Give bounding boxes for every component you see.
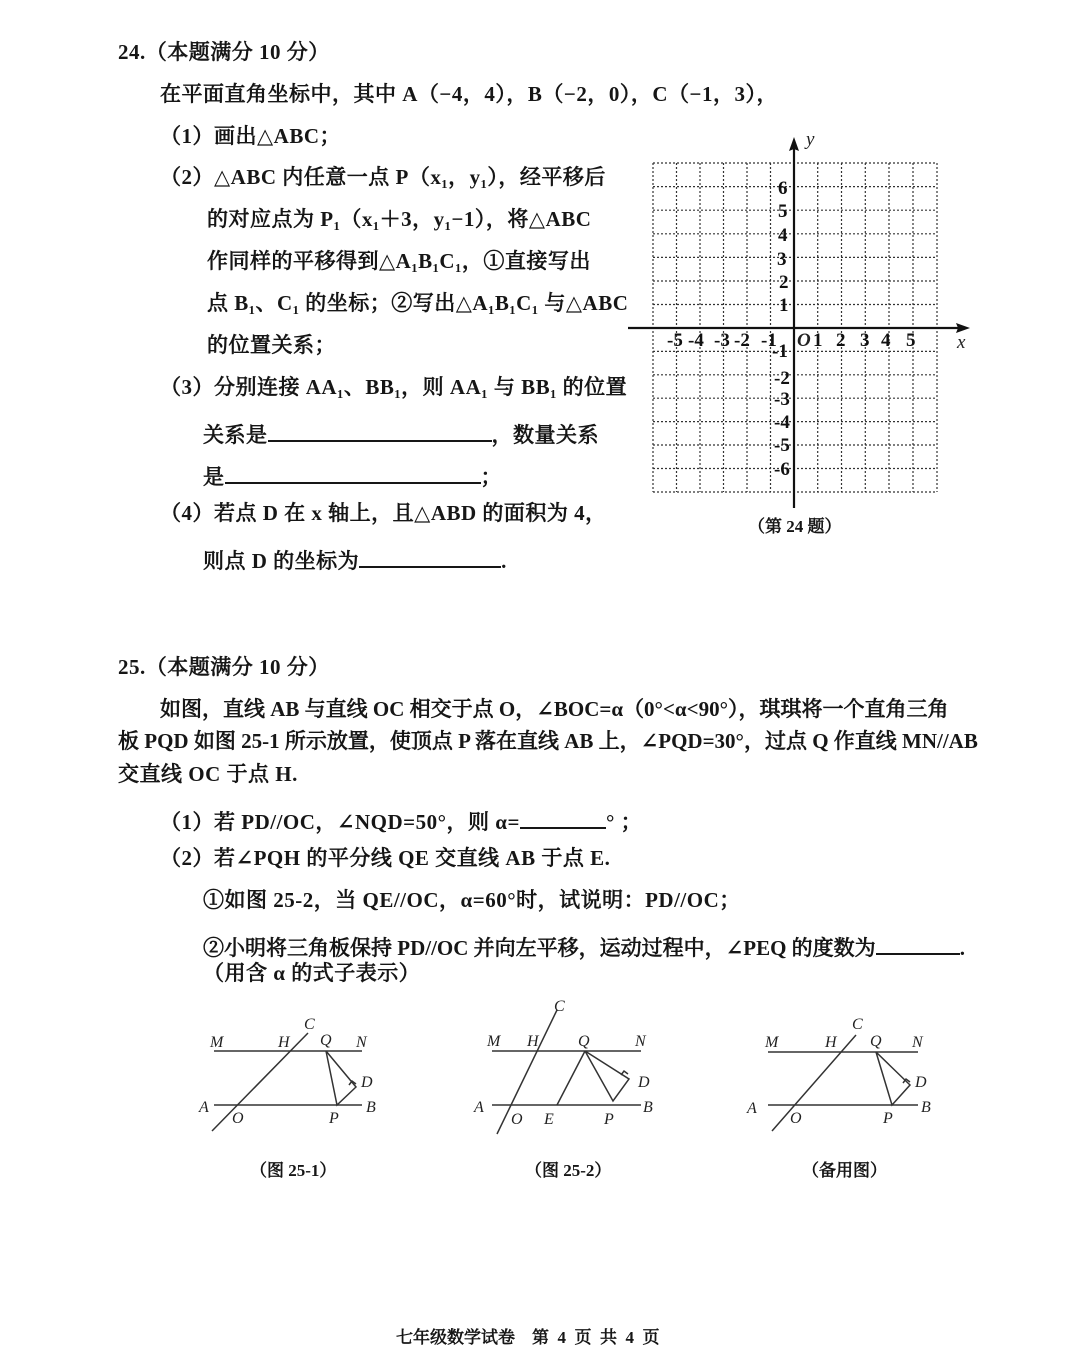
figure-25-2-caption: （图 25-2）: [525, 1161, 612, 1180]
figure-25-1: [190, 1005, 400, 1145]
svg-text:E: E: [544, 1111, 554, 1128]
q24-part3-prefix: 关系是: [203, 423, 268, 447]
svg-text:2: 2: [779, 272, 789, 293]
svg-text:M: M: [487, 1033, 501, 1050]
svg-text:N: N: [356, 1034, 367, 1051]
page-footer: 七年级数学试卷 第 4 页 共 4 页: [396, 1328, 660, 1347]
y-tick-labels-negative: [772, 341, 790, 480]
svg-text:-1: -1: [761, 330, 777, 351]
q24-part3-suffix: ，数量关系: [491, 423, 599, 447]
svg-text:-3: -3: [774, 389, 790, 410]
figure-25-1-caption: （图 25-1）: [250, 1161, 337, 1180]
figure-backup-caption: （备用图）: [802, 1161, 887, 1180]
q25-part1: [160, 806, 642, 833]
y-axis-arrow-icon: [789, 137, 799, 151]
svg-text:-2: -2: [734, 330, 750, 351]
figure-25-2: [465, 990, 675, 1145]
svg-text:2: 2: [836, 330, 846, 351]
q25-part2-sub2-suffix: .: [959, 936, 965, 960]
origin-label: O: [797, 330, 811, 351]
x-tick-labels: [667, 330, 916, 351]
q24-part2-line4: 点 B₁、C₁ 的坐标；②写出△A₁B₁C₁ 与△ABC: [207, 291, 629, 315]
svg-text:N: N: [912, 1034, 923, 1051]
svg-text:N: N: [635, 1033, 646, 1050]
answer-blank-point-d[interactable]: [359, 545, 501, 568]
svg-text:5: 5: [906, 330, 916, 351]
svg-text:Q: Q: [320, 1032, 332, 1049]
y-axis-label: y: [806, 129, 815, 150]
q25-header: 25.（本题满分 10 分）: [118, 655, 330, 679]
q25-part2-sub2-prefix: ②小明将三角板保持 PD//OC 并向左平移，运动过程中，∠PEQ 的度数为: [203, 936, 876, 960]
svg-text:P: P: [883, 1110, 893, 1127]
svg-text:D: D: [638, 1074, 650, 1091]
q25-part2-sub1: ①如图 25-2，当 QE//OC，α=60°时，试说明：PD//OC；: [203, 888, 741, 912]
svg-text:1: 1: [779, 295, 789, 316]
q24-part4-suffix: .: [501, 549, 507, 573]
svg-text:Q: Q: [578, 1033, 590, 1050]
svg-text:-5: -5: [667, 330, 683, 351]
x-axis-label: x: [957, 332, 966, 353]
q25-intro-line2: 板 PQD 如图 25-1 所示放置，使顶点 P 落在直线 AB 上，∠PQD=30°，过点 Q 作直线 MN//AB: [118, 729, 978, 753]
svg-text:1: 1: [813, 330, 823, 351]
svg-text:M: M: [210, 1034, 224, 1051]
q24-part2-line5: 的位置关系；: [207, 333, 336, 357]
svg-text:C: C: [304, 1016, 315, 1033]
coordinate-grid: [620, 125, 980, 510]
q24-part2-line3: 作同样的平移得到△A₁B₁C₁，①直接写出: [207, 249, 591, 273]
q24-part4-prefix: 则点 D 的坐标为: [203, 549, 360, 573]
answer-blank-angle-peq[interactable]: [876, 932, 960, 955]
svg-text:P: P: [329, 1110, 339, 1127]
q24-part2-line2: 的对应点为 P₁（x₁＋3，y₁−1），将△ABC: [207, 207, 592, 231]
svg-text:4: 4: [778, 225, 788, 246]
q24-part1: （1）画出△ABC；: [160, 124, 341, 148]
q24-part4-line2: [203, 545, 507, 572]
svg-text:H: H: [527, 1033, 539, 1050]
answer-blank-alpha[interactable]: [520, 806, 606, 829]
svg-text:H: H: [278, 1034, 290, 1051]
figure-backup: [740, 1005, 950, 1145]
svg-text:6: 6: [778, 178, 788, 199]
q25-intro-line3: 交直线 OC 于点 H.: [118, 762, 298, 786]
svg-text:4: 4: [881, 330, 891, 351]
q25-part2-sub2: [203, 932, 965, 959]
q24-part3-prefix2: 是: [203, 465, 225, 489]
q24-part3-suffix2: ；: [480, 465, 502, 489]
q24-part3-line3: [203, 461, 502, 488]
q24-part3-line1: （3）分别连接 AA₁、BB₁，则 AA₁ 与 BB₁ 的位置: [160, 375, 628, 399]
q25-intro-line1: 如图，直线 AB 与直线 OC 相交于点 O，∠BOC=α（0°<α<90°），琪琪将一个直角三角: [160, 697, 949, 721]
q24-figure-caption: （第 24 题）: [748, 517, 842, 536]
svg-text:-5: -5: [774, 435, 790, 456]
svg-text:O: O: [790, 1110, 802, 1127]
svg-text:D: D: [361, 1074, 373, 1091]
svg-text:O: O: [232, 1110, 244, 1127]
q24-header: 24.（本题满分 10 分）: [118, 40, 330, 64]
answer-blank-position-relation[interactable]: [268, 419, 492, 442]
svg-text:O: O: [511, 1111, 523, 1128]
svg-text:B: B: [643, 1099, 653, 1116]
svg-text:5: 5: [778, 201, 788, 222]
svg-text:B: B: [921, 1099, 931, 1116]
svg-text:Q: Q: [870, 1033, 882, 1050]
svg-text:-3: -3: [714, 330, 730, 351]
q24-part2-line1: （2）△ABC 内任意一点 P（x₁，y₁），经平移后: [160, 165, 606, 189]
q25-part1-suffix: ° ；: [605, 810, 643, 834]
q24-part4-line1: （4）若点 D 在 x 轴上，且△ABD 的面积为 4，: [160, 501, 607, 525]
svg-text:-4: -4: [688, 330, 704, 351]
svg-text:-6: -6: [774, 459, 790, 480]
svg-text:-4: -4: [774, 412, 790, 433]
svg-text:3: 3: [777, 249, 787, 270]
y-tick-labels-positive: [777, 178, 789, 316]
svg-text:C: C: [554, 998, 565, 1015]
svg-text:D: D: [915, 1074, 927, 1091]
svg-text:-1: -1: [772, 341, 788, 362]
svg-text:C: C: [852, 1016, 863, 1033]
q25-part2: （2）若∠PQH 的平分线 QE 交直线 AB 于点 E.: [160, 846, 611, 870]
svg-text:A: A: [474, 1099, 484, 1116]
q24-intro: 在平面直角坐标中，其中 A（−4，4），B（−2，0），C（−1，3），: [160, 82, 778, 106]
svg-text:B: B: [366, 1099, 376, 1116]
answer-blank-quantity-relation[interactable]: [225, 461, 481, 484]
q25-part1-prefix: （1）若 PD//OC，∠NQD=50°，则 α=: [160, 810, 520, 834]
q24-part3-line2: [203, 419, 599, 446]
svg-text:-2: -2: [774, 368, 790, 389]
q25-part2-note: （用含 α 的式子表示）: [203, 961, 421, 985]
svg-text:M: M: [765, 1034, 779, 1051]
svg-text:P: P: [604, 1111, 614, 1128]
coordinate-grid-figure: [620, 125, 980, 510]
svg-text:A: A: [747, 1100, 757, 1117]
svg-text:3: 3: [860, 330, 870, 351]
svg-text:H: H: [825, 1034, 837, 1051]
svg-text:A: A: [199, 1099, 209, 1116]
